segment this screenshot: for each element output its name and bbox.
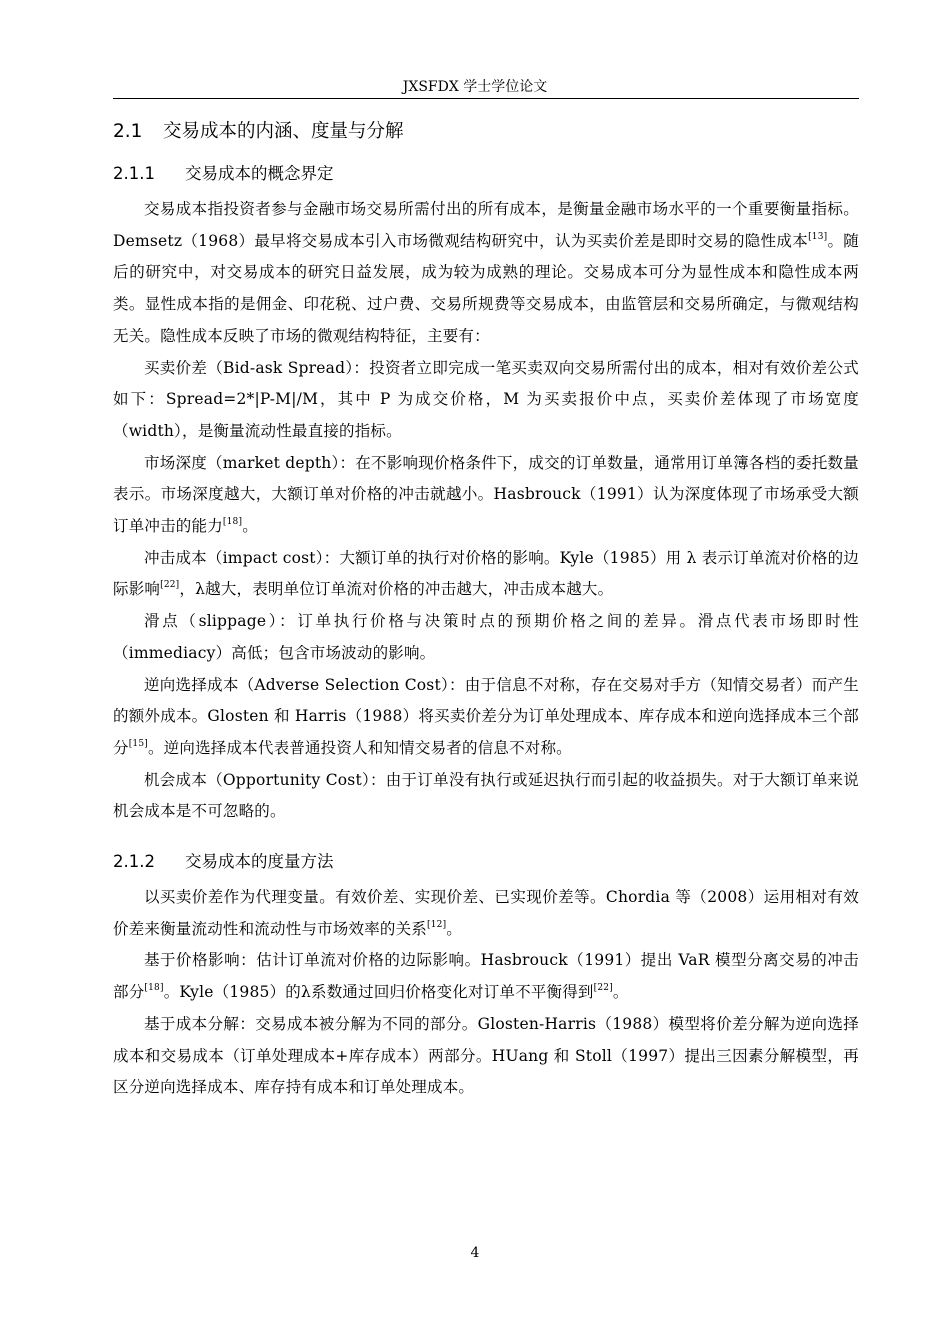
paragraph-spread-proxy bbox=[113, 882, 859, 945]
section-title: 交易成本的内涵、度量与分解 bbox=[163, 121, 404, 142]
citation: [18] bbox=[144, 983, 164, 994]
subsection-title: 交易成本的度量方法 bbox=[185, 852, 334, 872]
paragraph-text: 。Kyle（1985）的λ系数通过回归价格变化对订单不平衡得到 bbox=[163, 983, 594, 1002]
paragraph-text: 。随后的研究中，对交易成本的研究日益发展，成为较为成熟的理论。交易成本可分为显性成本和隐性成本两类。显性成本指的是佣金、印花税、过户费、交易所规费等交易成本，由监管层和交易所确定，与微观结构无关。隐性成本反映了市场的微观结构特征，主要有： bbox=[113, 231, 860, 345]
subsection-number: 2.1.1 bbox=[113, 164, 155, 183]
paragraph-slippage bbox=[113, 606, 859, 669]
paragraph-text: 基于成本分解：交易成本被分解为不同的部分。Glosten-Harris（1988）模型将价差分解为逆向选择成本和交易成本（订单处理成本+库存成本）两部分。HUang 和 Stoll（1997）提出三因素分解模型，再区分逆向选择成本、库存持有成本和订单处理成本。 bbox=[113, 1014, 859, 1097]
paragraph-text: 滑点（slippage）：订单执行价格与决策时点的预期价格之间的差异。滑点代表市场即时性（immediacy）高低；包含市场波动的影响。 bbox=[113, 612, 859, 662]
paragraph-text: 买卖价差（Bid-ask Spread）：投资者立即完成一笔买卖双向交易所需付出的成本，相对有效价差公式如下：Spread=2*|P-M|/M，其中 P 为成交价格，M 为买卖报价中点，买卖价差体现了市场宽度（width），是衡量流动性最直接的指标。 bbox=[113, 358, 859, 440]
citation: [22] bbox=[160, 580, 180, 591]
paragraph-text: 机会成本（Opportunity Cost）：由于订单没有执行或延迟执行而引起的收益损失。对于大额订单来说机会成本是不可忽略的。 bbox=[113, 770, 859, 821]
paragraph-text: 交易成本指投资者参与金融市场交易所需付出的所有成本，是衡量金融市场水平的一个重要衡量指标。Demsetz（1968）最早将交易成本引入市场微观结构研究中，认为买卖价差是即时交易的隐性成本 bbox=[113, 200, 859, 250]
paragraph-text: 基于价格影响：估计订单流对价格的边际影响。Hasbrouck（1991）提出 VaR 模型分离交易的冲击部分 bbox=[113, 951, 859, 1002]
citation: [12] bbox=[427, 919, 447, 930]
page-body bbox=[113, 116, 859, 1104]
paragraph-text: 。逆向选择成本代表普通投资人和知情交易者的信息不对称。 bbox=[147, 738, 572, 757]
paragraph-adverse-selection bbox=[113, 670, 859, 765]
paragraph-price-impact bbox=[113, 945, 859, 1008]
paragraph-text: 以买卖价差作为代理变量。有效价差、实现价差、已实现价差等。Chordia 等（2008）运用相对有效价差来衡量流动性和流动性与市场效率的关系 bbox=[113, 888, 859, 938]
subsection-heading-1 bbox=[113, 158, 859, 190]
paragraph-text: 。 bbox=[446, 919, 462, 938]
paragraph-text: 。 bbox=[612, 983, 629, 1002]
citation: [15] bbox=[128, 738, 148, 749]
paragraph-text: 逆向选择成本（Adverse Selection Cost）：由于信息不对称，存在交易对手方（知情交易者）而产生的额外成本。Glosten 和 Harris（1988）将买卖价差分为订单处理成本、库存成本和逆向选择成本三个部分 bbox=[113, 675, 859, 757]
section-number: 2.1 bbox=[113, 121, 143, 142]
paragraph-text: 。 bbox=[242, 517, 258, 536]
header-rule bbox=[113, 98, 859, 99]
paragraph-intro bbox=[113, 194, 859, 353]
section-heading bbox=[113, 116, 859, 148]
paragraph-impact-cost bbox=[113, 543, 859, 606]
subsection-number: 2.1.2 bbox=[113, 852, 155, 872]
paragraph-cost-decomposition bbox=[113, 1009, 859, 1104]
subsection-title: 交易成本的概念界定 bbox=[185, 164, 334, 183]
citation: [13] bbox=[808, 231, 828, 242]
citation: [22] bbox=[593, 983, 613, 994]
paragraph-opportunity-cost bbox=[113, 765, 859, 828]
citation: [18] bbox=[222, 517, 243, 528]
subsection-heading-2 bbox=[113, 846, 859, 878]
paragraph-text: 市场深度（market depth）：在不影响现价格条件下，成交的订单数量，通常用订单簿各档的委托数量表示。市场深度越大，大额订单对价格的冲击就越小。Hasbrouck（1991）认为深度体现了市场承受大额订单冲击的能力 bbox=[113, 453, 859, 536]
paragraph-text: 冲击成本（impact cost）：大额订单的执行对价格的影响。Kyle（1985）用 λ 表示订单流对价格的边际影响 bbox=[113, 548, 859, 599]
paragraph-market-depth bbox=[113, 448, 859, 543]
paragraph-bid-ask-spread bbox=[113, 353, 859, 448]
running-header: JXSFDX 学士学位论文 bbox=[402, 79, 548, 95]
page-number: 4 bbox=[470, 1245, 480, 1261]
paragraph-text: ，λ越大，表明单位订单流对价格的冲击越大，冲击成本越大。 bbox=[179, 580, 614, 599]
